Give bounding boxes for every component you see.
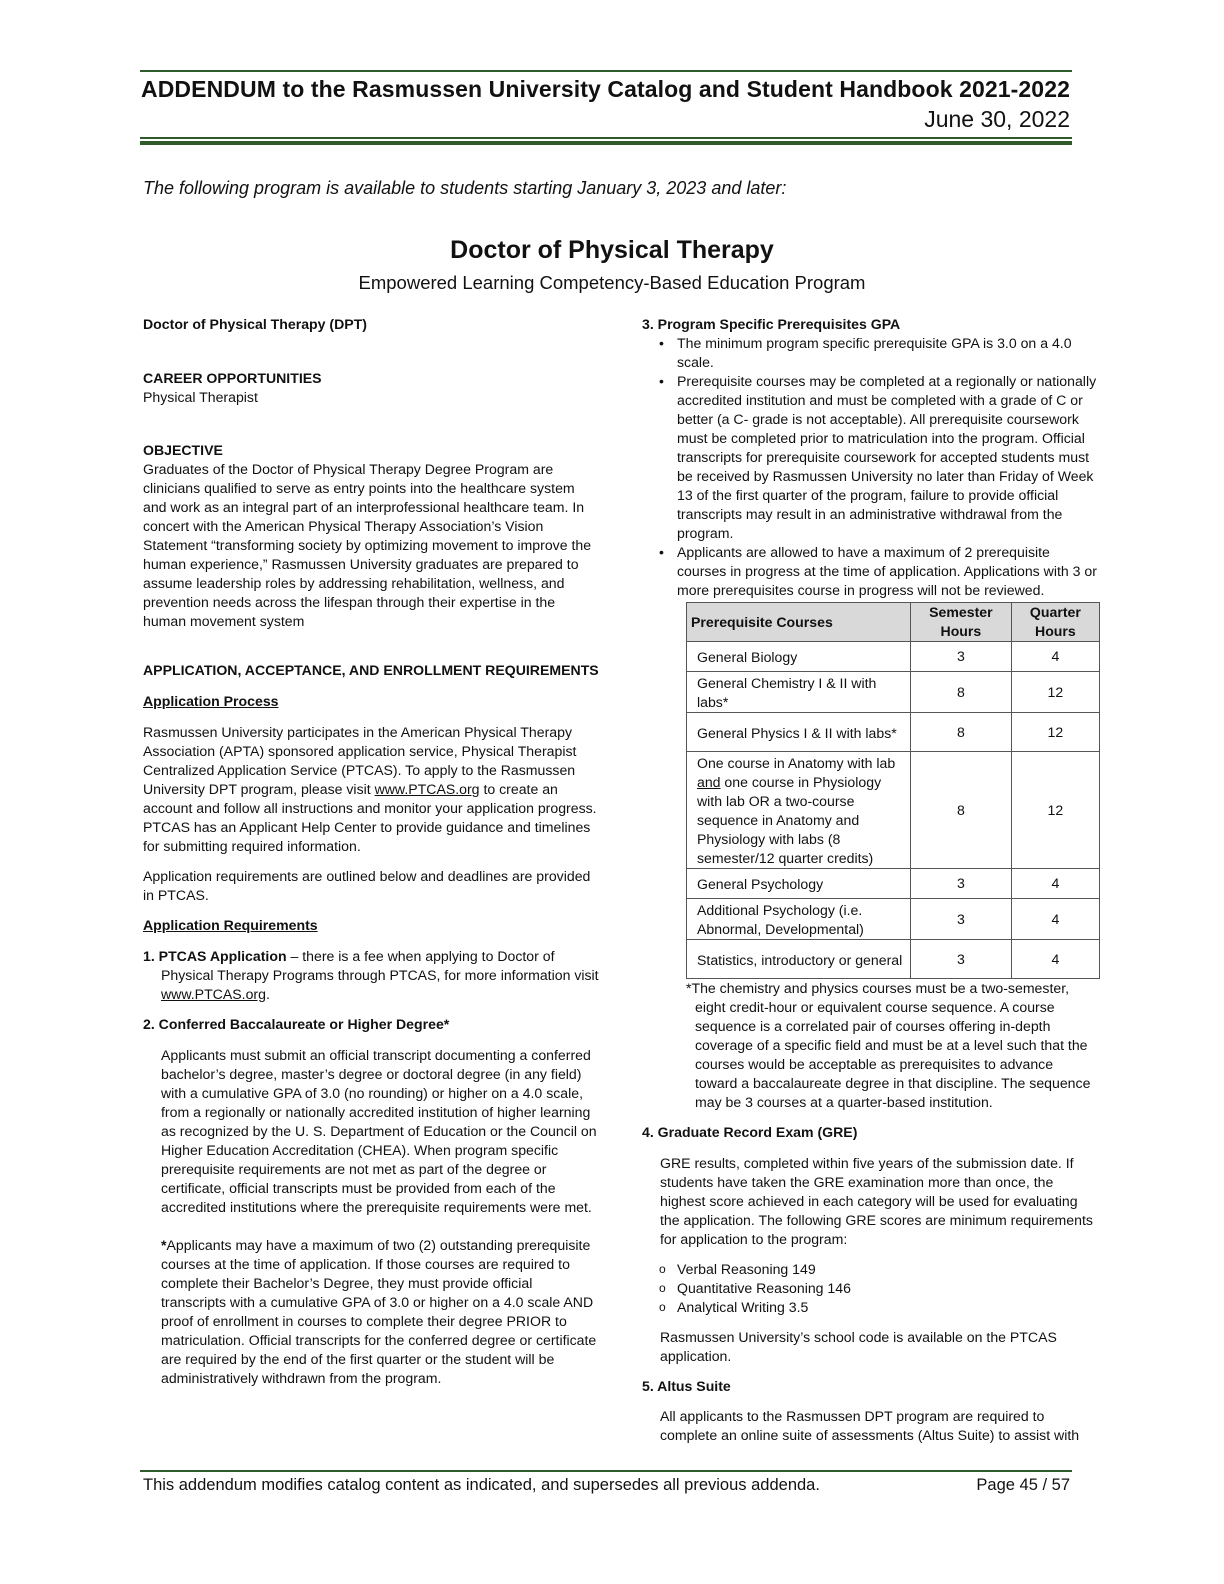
course-cell: Statistics, introductory or general: [687, 940, 911, 979]
table-row: [687, 869, 1100, 899]
footer-note: This addendum modifies catalog content as indicated, and supersedes all previous addenda.: [143, 1476, 820, 1494]
list-item: o Quantitative Reasoning 146: [677, 1279, 1097, 1298]
list-item: o Analytical Writing 3.5: [677, 1298, 1097, 1317]
program-subtitle: Empowered Learning Competency-Based Education Program: [358, 272, 866, 293]
quarter-cell: 12: [1011, 713, 1099, 752]
course-cell: General Physics I & II with labs*: [687, 713, 911, 752]
requirement-item-2-heading: 2. Conferred Baccalaureate or Higher Degree*: [143, 1016, 450, 1032]
column-header-semester: Semester Hours: [911, 603, 1012, 642]
objective-text: Graduates of the Doctor of Physical Therapy Degree Program are clinicians qualified to serve as entry points into the healthcare system and work as an integral part of an interprofessional healthcare team. In concert with the American Physical Therapy Association’s Vision Statement “transforming society by optimizing movement to improve the human experience,” Rasmussen University graduates are prepared to assume leadership roles by addressing rehabilitation, wellness, and prevention needs across the lifespan through their expertise in the human movement system: [143, 461, 592, 629]
table-row: [687, 752, 1100, 869]
application-requirements-heading: Application Requirements: [143, 917, 318, 933]
semester-cell: 8: [911, 752, 1012, 869]
table-row: [687, 899, 1100, 940]
column-header-quarter: Quarter Hours: [1011, 603, 1099, 642]
quarter-cell: 12: [1011, 672, 1099, 713]
footer-rule: [140, 1470, 1072, 1472]
degree-name: Doctor of Physical Therapy (DPT): [143, 316, 367, 332]
header-title: ADDENDUM to the Rasmussen University Catalog and Student Handbook 2021-2022: [141, 76, 1070, 102]
career-heading: CAREER OPPORTUNITIES: [143, 370, 322, 386]
header-date: June 30, 2022: [924, 106, 1070, 132]
right-column: [642, 315, 1097, 1445]
requirement-item-5-text: All applicants to the Rasmussen DPT program are required to complete an online suite of assessments (Altus Suite) to assist with: [660, 1408, 1080, 1443]
application-outline-text: Application requirements are outlined below and deadlines are provided in PTCAS.: [143, 868, 591, 903]
semester-cell: 3: [911, 899, 1012, 940]
course-cell: General Psychology: [687, 869, 911, 899]
quarter-cell: 12: [1011, 752, 1099, 869]
semester-cell: 3: [911, 642, 1012, 672]
program-title: Doctor of Physical Therapy: [450, 236, 774, 264]
requirement-item-5-heading: 5. Altus Suite: [642, 1378, 731, 1394]
table-row: [687, 940, 1100, 979]
requirement-item-1: 1. PTCAS Application – there is a fee when applying to Doctor of Physical Therapy Programs through PTCAS, for more information visit www.PTCAS.org.: [143, 948, 599, 1002]
gre-score-list: [642, 1260, 1097, 1317]
course-cell: One course in Anatomy with lab and one course in Physiology with lab OR a two-course sequence in Anatomy and Physiology with labs (8 semester/12 quarter credits): [687, 752, 911, 869]
column-header-course: Prerequisite Courses: [687, 603, 911, 642]
requirement-item-2-note: *Applicants may have a maximum of two (2) outstanding prerequisite courses at the time of application. If those courses are required to complete their Bachelor’s Degree, they must provide official transcripts with a cumulative GPA of 3.0 or higher on a 4.0 scale AND proof of enrollment in courses to complete their degree PRIOR to matriculation. Official transcripts for the conferred degree or certificate are required by the end of the first quarter or the student will be administratively withdrawn from the program.: [161, 1237, 597, 1386]
left-column: [143, 315, 600, 1388]
ptcas-link[interactable]: www.PTCAS.org: [374, 781, 480, 797]
table-footnote: *The chemistry and physics courses must be a two-semester, eight credit-hour or equivalent course sequence. A course sequence is a correlated pair of courses offering in-depth coverage of a specific field and must be at a level such that the courses would be acceptable as prerequisites to advance toward a baccalaureate degree in that discipline. The sequence may be 3 courses at a quarter-based institution.: [686, 980, 1091, 1110]
table-row: [687, 672, 1100, 713]
requirements-heading: APPLICATION, ACCEPTANCE, AND ENROLLMENT REQUIREMENTS: [143, 662, 599, 678]
course-cell: Additional Psychology (i.e. Abnormal, Developmental): [687, 899, 911, 940]
objective-heading: OBJECTIVE: [143, 442, 223, 458]
semester-cell: 3: [911, 940, 1012, 979]
header-top-rule: [140, 70, 1072, 72]
header-bottom-rule-thin: [140, 137, 1072, 139]
list-item: • Prerequisite courses may be completed at a regionally or nationally accredited institution and must be completed with a grade of C or better (a C- grade is not acceptable). All prerequisite coursework must be completed prior to matriculation into the program. Official transcripts for prerequisite coursework for accepted students must be received by Rasmussen University no later than Friday of Week 13 of the first quarter of the program, failure to provide official transcripts may result in an administrative withdrawal from the program.: [677, 372, 1097, 543]
quarter-cell: 4: [1011, 940, 1099, 979]
requirement-item-2-text: Applicants must submit an official transcript documenting a conferred bachelor’s degree, master’s degree or doctoral degree (in any field) with a cumulative GPA of 3.0 (no rounding) or higher on a 4.0 scale, from a regionally or nationally accredited institution of higher learning as recognized by the U. S. Department of Education or the Council on Higher Education Accreditation (CHEA). When program specific prerequisite requirements are not met as part of the degree or certificate, official transcripts must be provided from each of the accredited institutions where the prerequisite requirements were met.: [161, 1047, 597, 1215]
school-code-text: Rasmussen University’s school code is available on the PTCAS application.: [660, 1329, 1057, 1364]
semester-cell: 3: [911, 869, 1012, 899]
prerequisite-courses-table: [686, 602, 1100, 979]
course-cell: General Biology: [687, 642, 911, 672]
career-value: Physical Therapist: [143, 389, 258, 405]
header-bottom-rule-thick: [140, 141, 1072, 145]
table-header-row: [687, 603, 1100, 642]
list-item: o Verbal Reasoning 149: [677, 1260, 1097, 1279]
table-row: [687, 642, 1100, 672]
requirement-item-3-heading: 3. Program Specific Prerequisites GPA: [642, 316, 901, 332]
list-item: • Applicants are allowed to have a maximum of 2 prerequisite courses in progress at the time of application. Applications with 3 or more prerequisites course in progress will not be reviewed.: [677, 543, 1097, 600]
table-row: [687, 713, 1100, 752]
quarter-cell: 4: [1011, 642, 1099, 672]
prerequisite-gpa-list: [642, 334, 1097, 600]
requirement-item-4-heading: 4. Graduate Record Exam (GRE): [642, 1124, 858, 1140]
semester-cell: 8: [911, 672, 1012, 713]
page-number: Page 45 / 57: [976, 1476, 1070, 1494]
intro-statement: The following program is available to students starting January 3, 2023 and later:: [143, 178, 787, 198]
ptcas-link-2[interactable]: www.PTCAS.org: [161, 986, 266, 1002]
quarter-cell: 4: [1011, 869, 1099, 899]
course-cell: General Chemistry I & II with labs*: [687, 672, 911, 713]
quarter-cell: 4: [1011, 899, 1099, 940]
semester-cell: 8: [911, 713, 1012, 752]
requirement-item-4-text: GRE results, completed within five years of the submission date. If students have taken the GRE examination more than once, the highest score achieved in each category will be used for evaluating the application. The following GRE scores are minimum requirements for application to the program:: [660, 1155, 1093, 1247]
application-process-text: Rasmussen University participates in the American Physical Therapy Association (APTA) sponsored application service, Physical Therapist Centralized Application Service (PTCAS). To apply to the Rasmussen University DPT program, please visit www.PTCAS.org to create an account and follow all instructions and monitor your application progress. PTCAS has an Applicant Help Center to provide guidance and timelines for submitting required information.: [143, 724, 597, 854]
application-process-heading: Application Process: [143, 693, 279, 709]
list-item: • The minimum program specific prerequisite GPA is 3.0 on a 4.0 scale.: [677, 334, 1097, 372]
